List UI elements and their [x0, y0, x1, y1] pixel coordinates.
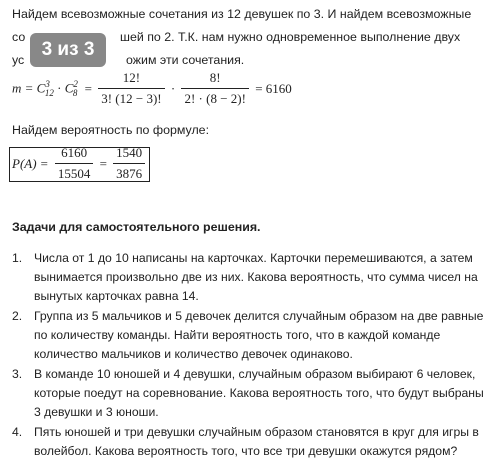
task-text-line: В команде 10 юношей и 4 девушки, случайным образом выбирают 6 человек, [34, 367, 476, 381]
task-text-line: вынимается произвольно две из них. Какова вероятность, что сумма чисел на [34, 270, 478, 284]
fraction-12-den: 3! (12 − 3)! [101, 91, 162, 106]
intro-line-2-left: со [12, 30, 26, 44]
formula-dot-2: · [170, 80, 176, 96]
c1-sup: 3 [45, 79, 50, 90]
fraction-6160 [55, 145, 94, 182]
task-text-line: 3 девушки и 3 юноши. [34, 405, 159, 419]
combination-formula [12, 70, 292, 107]
task-text-line: Числа от 1 до 10 написаны на карточках. Карточки перемешиваются, а затем [34, 251, 473, 265]
fraction-8 [181, 70, 248, 107]
fraction-8-num: 8! [181, 70, 248, 89]
tasks-heading: Задачи для самостоятельного решения. [12, 220, 261, 234]
formula-eq: = [84, 80, 92, 96]
task-text-line: количество мальчиков и количество девочек одинаково. [34, 347, 353, 361]
intro-line-2-right: шей по 2. Т.К. нам нужно одновременное выполнение двух [120, 30, 461, 44]
probability-intro: Найдем вероятность по формуле: [12, 123, 210, 137]
probability-eq: = [99, 155, 107, 171]
task-text-line: Группа из 5 мальчиков и 5 девочек делится случайным образом на две равные [34, 309, 484, 323]
task-text-line: Пять юношей и три девушки случайным образом становятся в круг для игры в [34, 425, 479, 439]
fraction-1540 [113, 145, 145, 182]
formula-dot: · [57, 80, 62, 96]
c2-sub: 8 [72, 87, 78, 98]
page-counter-badge: 3 из 3 [30, 33, 106, 67]
task-text-line: вынутых карточках равна 14. [34, 289, 199, 303]
c2-letter: C [64, 80, 74, 96]
intro-line-3-right: ожим эти сочетания. [126, 53, 245, 67]
formula-result: = 6160 [255, 80, 292, 96]
task-number: 4. [12, 425, 23, 439]
fraction-12-num: 12! [98, 70, 164, 89]
task-text-line: волейбол. Какова вероятность того, что все три девушки окажутся рядом? [34, 444, 458, 458]
formula-lhs: m = C [12, 80, 46, 96]
fraction-12 [98, 70, 164, 107]
fraction-8-den: 2! · (8 − 2)! [184, 91, 246, 106]
probability-lhs: P(A) = [12, 155, 49, 171]
fraction-1540-num: 1540 [113, 145, 145, 164]
c2-sup: 2 [73, 79, 78, 90]
task-number: 3. [12, 367, 23, 381]
intro-line-3-left: ус [12, 53, 25, 67]
task-number: 2. [12, 309, 23, 323]
task-number: 1. [12, 251, 23, 265]
fraction-1540-den: 3876 [116, 166, 143, 181]
fraction-6160-den: 15504 [57, 166, 91, 181]
probability-formula [12, 145, 148, 182]
task-text-line: которые поедут на соревнование. Какова вероятность того, что будут выбраны [34, 386, 484, 400]
c1-sub: 12 [44, 87, 54, 98]
task-text-line: по количеству команды. Найти вероятность того, что в каждой команде [34, 328, 441, 342]
fraction-6160-num: 6160 [55, 145, 94, 164]
intro-line-1: Найдем всевозможные сочетания из 12 девушек по 3. И найдем всевозможные [12, 7, 472, 21]
